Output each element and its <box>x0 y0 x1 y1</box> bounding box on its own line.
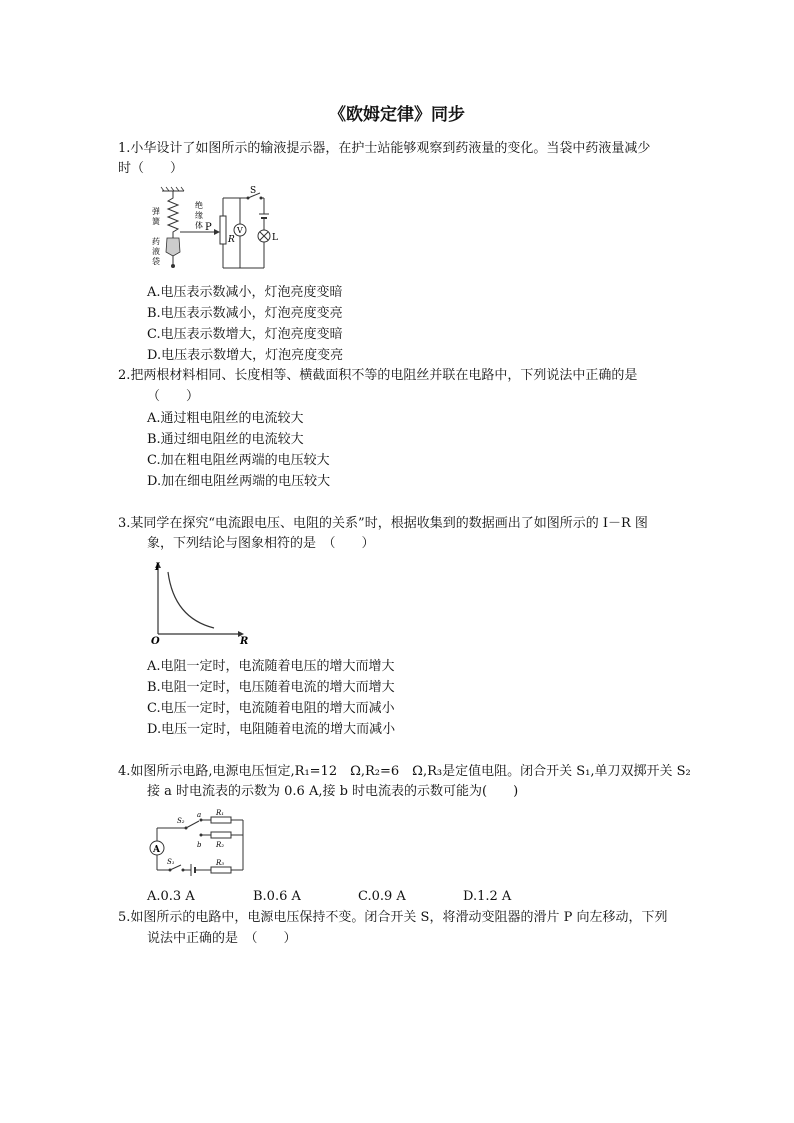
q3-stem-line1: 3.某同学在探究“电流跟电压、电阻的关系”时，根据收集到的数据画出了如图所示的 I－R 图 <box>118 516 648 531</box>
fig1-spring-label-1: 弹 <box>152 207 160 216</box>
fig4-label-b: b <box>197 841 202 849</box>
q2-stem-line1: 2.把两根材料相同、长度相等、横截面积不等的电阻丝并联在电路中，下列说法中正确的是 <box>118 368 638 383</box>
q4-option-c: C.0.9 A <box>358 889 406 904</box>
q2-option-a: A.通过粗电阻丝的电流较大 <box>147 411 304 426</box>
fig1-label-V: V <box>237 226 243 235</box>
i-r-graph-figure <box>148 560 254 646</box>
fig1-bag-label-2: 液 <box>152 247 160 256</box>
fig1-label-R: R <box>228 235 235 245</box>
fig1-label-S: S <box>250 186 257 196</box>
four-resistor-circuit-figure <box>145 808 251 880</box>
fig1-insulator-label-3: 体 <box>195 221 203 230</box>
q1-option-b: B.电压表示数减小，灯泡亮度变亮 <box>147 306 343 321</box>
fig4-label-S2: S₂ <box>177 817 185 825</box>
q1-option-d: D.电压表示数增大，灯泡亮度变亮 <box>147 348 344 363</box>
fig1-bag-label-3: 袋 <box>152 257 160 266</box>
q3-option-b: B.电阻一定时，电压随着电流的增大而增大 <box>147 680 395 695</box>
q4-option-d: D.1.2 A <box>463 889 512 904</box>
fig4-label-R3: R₃ <box>216 859 225 867</box>
q2-option-d: D.加在细电阻丝两端的电压较大 <box>147 474 331 489</box>
q2-option-b: B.通过细电阻丝的电流较大 <box>147 432 304 447</box>
graph-x-label: R <box>240 636 249 646</box>
q1-stem-line2: 时（ ） <box>118 161 184 176</box>
fig1-insulator-label-2: 缘 <box>195 211 203 220</box>
q1-option-a: A.电压表示数减小，灯泡亮度变暗 <box>147 285 343 300</box>
infusion-circuit-figure <box>142 186 282 276</box>
q5-stem-line1: 5.如图所示的电路中，电源电压保持不变。闭合开关 S，将滑动变阻器的滑片 P 向左移动，下列 <box>118 910 668 925</box>
page-title: 《欧姆定律》同步 <box>329 105 465 125</box>
fig4-label-R2: R₂ <box>216 841 225 849</box>
fig1-spring-label-2: 簧 <box>152 217 160 226</box>
graph-y-label: I <box>155 562 160 573</box>
fig1-insulator-label-1: 绝 <box>195 201 203 210</box>
graph-origin-label: O <box>151 636 160 646</box>
fig4-ammeter-label: A <box>153 845 160 855</box>
q5-stem-line2: 说法中正确的是 （ ） <box>147 931 297 946</box>
q4-stem-line2: 接 a 时电流表的示数为 0.6 A,接 b 时电流表的示数可能为( ) <box>147 784 519 799</box>
fig4-label-S1: S₁ <box>167 858 175 866</box>
q2-option-c: C.加在粗电阻丝两端的电压较大 <box>147 453 330 468</box>
q3-option-c: C.电压一定时，电流随着电阻的增大而减小 <box>147 701 395 716</box>
q2-stem-line2: （ ） <box>147 389 200 404</box>
fig1-label-P: P <box>205 222 212 233</box>
q4-option-a: A.0.3 A <box>147 889 195 904</box>
q4-stem-line1: 4.如图所示电路,电源电压恒定,R₁=12 Ω,R₂=6 Ω,R₃是定值电阻。闭合开关 S₁,单刀双掷开关 S₂ <box>118 764 691 779</box>
q1-option-c: C.电压表示数增大，灯泡亮度变暗 <box>147 327 343 342</box>
fig4-label-R1: R₁ <box>216 809 225 817</box>
fig4-label-a: a <box>197 811 202 819</box>
q3-option-d: D.电压一定时，电阻随着电流的增大而减小 <box>147 722 396 737</box>
q3-option-a: A.电阻一定时，电流随着电压的增大而增大 <box>147 659 395 674</box>
fig1-label-L: L <box>272 233 278 243</box>
fig1-bag-label-1: 药 <box>152 237 160 246</box>
q4-option-b: B.0.6 A <box>253 889 301 904</box>
q1-stem-line1: 1.小华设计了如图所示的输液提示器，在护士站能够观察到药液量的变化。当袋中药液量减少 <box>118 141 651 156</box>
q3-stem-line2: 象，下列结论与图象相符的是 （ ） <box>147 536 375 551</box>
